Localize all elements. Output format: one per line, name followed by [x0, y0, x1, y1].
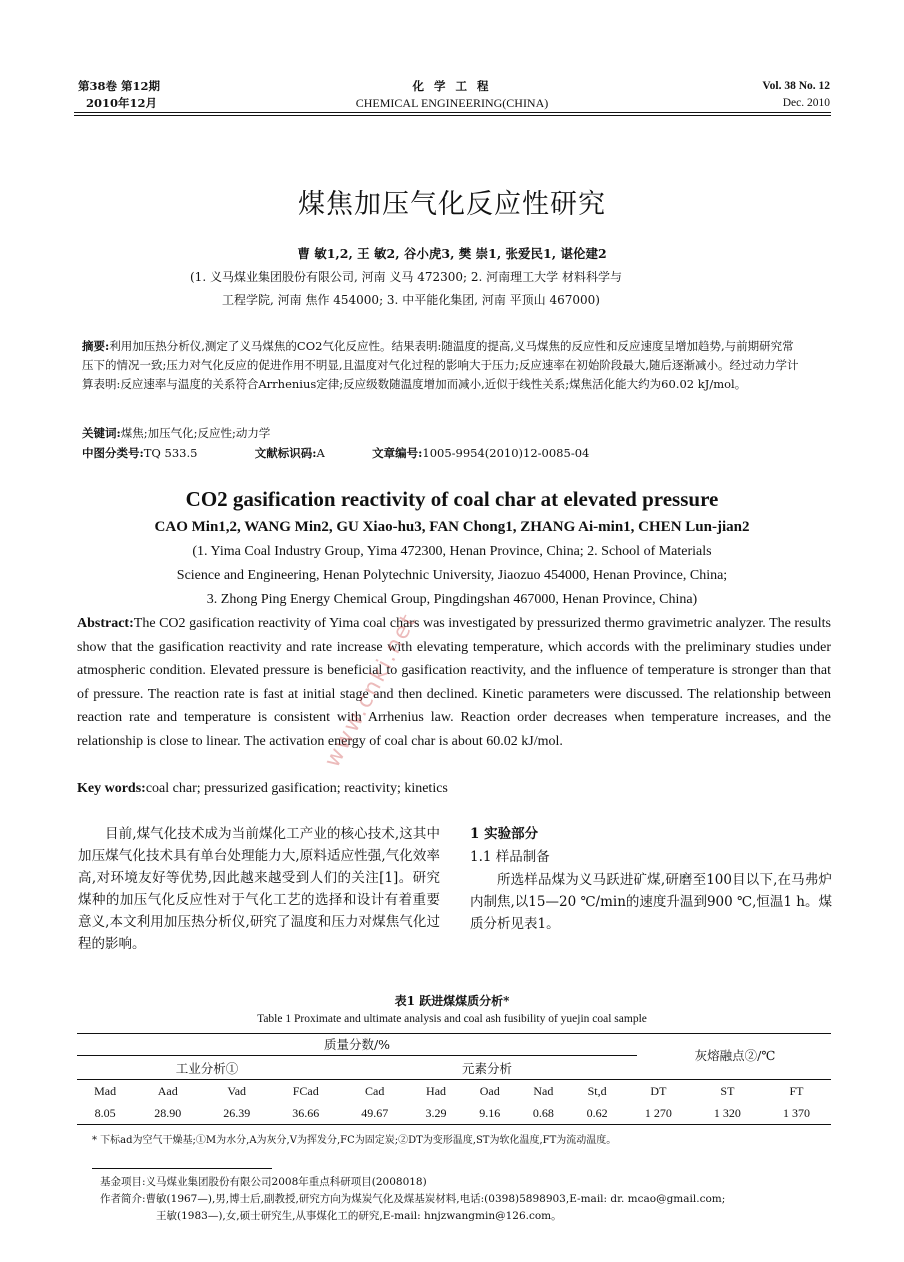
chinese-abstract — [82, 337, 802, 394]
table-header-cell: Mad — [94, 1083, 117, 1098]
table-header-cell: Aad — [157, 1083, 178, 1098]
table-cell: 1 270 — [644, 1105, 672, 1120]
table-group-mass: 质量分数/% — [323, 1037, 391, 1052]
table-cell: 28.90 — [154, 1105, 182, 1120]
table-header-cell: Oad — [479, 1083, 500, 1098]
table-mid-rule — [77, 1055, 637, 1056]
table-header-cell: DT — [650, 1083, 667, 1098]
footnotes — [100, 1174, 830, 1225]
table-caption-en: Table 1 Proximate and ultimate analysis and coal ash fusibility of yuejin coal sample — [257, 1013, 647, 1025]
section-heading-experiment: 1 实验部分 — [470, 826, 539, 842]
journal-volume-line1: Vol. 38 No. 12 — [762, 80, 830, 92]
english-abstract — [77, 612, 831, 753]
watermark: www.cnki.net — [320, 609, 423, 772]
journal-name — [300, 78, 604, 112]
funding-note: 基金项目:义马煤业集团股份有限公司2008年重点科研项目(2008018) — [100, 1176, 427, 1188]
chinese-keywords-label: 关键词: — [82, 426, 121, 440]
chinese-keywords — [82, 424, 802, 443]
english-keywords-text: coal char; pressurized gasification; reactivity; kinetics — [145, 781, 448, 796]
table-caption-cn: 表1 跃进煤煤质分析* — [394, 994, 510, 1008]
chinese-affiliation-2: 工程学院, 河南 焦作 454000; 3. 中平能化集团, 河南 平顶山 467000) — [222, 293, 600, 307]
table-cell: 1 320 — [713, 1105, 741, 1120]
table-bottom-rule — [77, 1124, 831, 1125]
table-cell: 8.05 — [94, 1105, 116, 1120]
author-bio-1: 作者简介:曹敏(1967—),男,博士后,副教授,研究方向为煤炭气化及煤基炭材料,电话:(0398)5898903,E-mail: dr. mcao@gmail.com; — [100, 1193, 726, 1205]
table-cell: 26.39 — [223, 1105, 251, 1120]
journal-volume-line2: Dec. 2010 — [782, 97, 830, 109]
english-affiliation-1: (1. Yima Coal Industry Group, Yima 472300, Henan Province, China; 2. School of Materials — [192, 544, 712, 559]
table-cell: 1 370 — [782, 1105, 810, 1120]
chinese-abstract-label: 摘要: — [82, 339, 110, 353]
footnote-rule — [92, 1168, 272, 1169]
table-cell: 49.67 — [361, 1105, 389, 1120]
table-cell: 3.29 — [425, 1105, 447, 1120]
chinese-affiliation-1: (1. 义马煤业集团股份有限公司, 河南 义马 472300; 2. 河南理工大学 材料科学与 — [190, 270, 622, 284]
table-group-proximate: 工业分析① — [175, 1061, 239, 1076]
clc-value: TQ 533.5 — [143, 446, 198, 460]
english-authors: CAO Min1,2, WANG Min2, GU Xiao-hu3, FAN Chong1, ZHANG Ai-min1, CHEN Lun-jian2 — [154, 519, 750, 535]
table-header-cell: St,d — [587, 1083, 607, 1098]
header-rule-2 — [74, 115, 831, 116]
table-header-cell: FT — [789, 1083, 804, 1098]
journal-issue — [78, 78, 160, 112]
chinese-title: 煤焦加压气化反应性研究 — [298, 189, 606, 220]
clc-label: 中图分类号: — [82, 446, 144, 460]
table-note: * 下标ad为空气干燥基;①M为水分,A为灰分,V为挥发分,FC为固定炭;②DT为变形温度,ST为软化温度,FT为流动温度。 — [92, 1135, 617, 1146]
table-group-ultimate: 元素分析 — [461, 1061, 512, 1076]
doc-code-label: 文献标识码: — [254, 446, 317, 460]
data-table — [77, 1080, 831, 1124]
english-keywords — [77, 777, 831, 801]
english-keywords-label: Key words: — [77, 781, 146, 796]
chinese-authors: 曹 敏1,2, 王 敏2, 谷小虎3, 樊 崇1, 张爱民1, 谌伦建2 — [297, 246, 607, 261]
table-header-cell: ST — [720, 1083, 735, 1098]
doc-code-value: A — [316, 446, 325, 460]
english-abstract-label: Abstract: — [77, 616, 134, 631]
english-affiliation-2: Science and Engineering, Henan Polytechnic University, Jiaozuo 454000, Henan Province, China; — [176, 568, 728, 583]
table-header-cell: FCad — [292, 1083, 319, 1098]
intro-paragraph: 目前,煤气化技术成为当前煤化工产业的核心技术,这其中加压煤气化技术具有单台处理能力大,原料适应性强,气化效率高,对环境友好等优势,因此越来越受到人们的关注[1]。研究煤种的加压气化反应性对于气化工艺的选择和设计有着重要意义,本文利用加压热分析仪,研究了温度和压力对煤焦气化过程的影响。 — [78, 826, 440, 952]
table-header-cell: Had — [426, 1083, 447, 1098]
table-header-cell: Nad — [533, 1083, 554, 1098]
table-header-cell: Cad — [365, 1083, 385, 1098]
chinese-abstract-text: 利用加压热分析仪,测定了义马煤焦的CO2气化反应性。结果表明:随温度的提高,义马煤焦的反应性和反应速度呈增加趋势,与前期研究常压下的情况一致;压力对气化反应的促进作用不明显,且温度对气化过程的影响大于压力;反应速率在初始阶段最大,随后逐渐减小。经过动力学计算表明:反应速率与温度的关系符合Arrhenius定律;反应级数随温度增加而减小,近似于线性关系;煤焦活化能大约为60.02 kJ/mol。 — [82, 339, 799, 391]
table-cell: 36.66 — [292, 1105, 320, 1120]
english-abstract-text: The CO2 gasification reactivity of Yima coal chars was investigated by pressurized thermo gravimetric analyzer. The results show that the gasification reactivity and rate increase with elevating temperature, which accords with the preliminary studies under atmospheric condition. Elevated pressure is beneficial to gasification reactivity, and the influence of temperature is stronger than that of pressure. The reaction rate is fast at initial stage and then declined. Kinetic parameters were discussed. The relationship between reaction rate and temperature is consistent with Arrhenius law. Reaction order decreases when temperature increases, and the relationship is close to linear. The activation energy of coal char is about 60.02 kJ/mol. — [77, 616, 831, 749]
journal-volume — [762, 78, 830, 112]
journal-issue-line1: 第38卷 第12期 — [78, 79, 161, 93]
chinese-keywords-text: 煤焦;加压气化;反应性;动力学 — [120, 426, 271, 440]
journal-issue-line2: 2010年12月 — [86, 96, 158, 110]
english-title: CO2 gasification reactivity of coal char at elevated pressure — [185, 487, 719, 511]
table-header-row — [77, 1080, 831, 1102]
classification-line — [82, 444, 802, 463]
table-group-ash-fusion: 灰熔融点②/℃ — [694, 1048, 776, 1063]
journal-name-en: CHEMICAL ENGINEERING(CHINA) — [355, 96, 549, 110]
table-row — [77, 1102, 831, 1124]
table-top-rule — [77, 1033, 831, 1034]
table-cell: 0.68 — [532, 1105, 554, 1120]
table-cell: 0.62 — [586, 1105, 608, 1120]
header-rule — [74, 112, 831, 113]
english-affiliation-3: 3. Zhong Ping Energy Chemical Group, Pingdingshan 467000, Henan Province, China) — [206, 592, 698, 607]
article-number-value: 1005-9954(2010)12-0085-04 — [422, 446, 590, 460]
sample-paragraph: 所选样品煤为义马跃进矿煤,研磨至100目以下,在马弗炉内制焦,以15—20 ℃/min的速度升温到900 ℃,恒温1 h。煤质分析见表1。 — [470, 872, 832, 932]
table-header-cell: Vad — [227, 1083, 247, 1098]
author-bio-2: 王敏(1983—),女,硕士研究生,从事煤化工的研究,E-mail: hnjzwangmin@126.com。 — [156, 1210, 562, 1222]
article-number-label: 文章编号: — [372, 446, 423, 460]
table-cell: 9.16 — [479, 1105, 501, 1120]
journal-name-cn: 化 学 工 程 — [412, 79, 492, 93]
subsection-heading-sample: 1.1 样品制备 — [470, 849, 550, 865]
